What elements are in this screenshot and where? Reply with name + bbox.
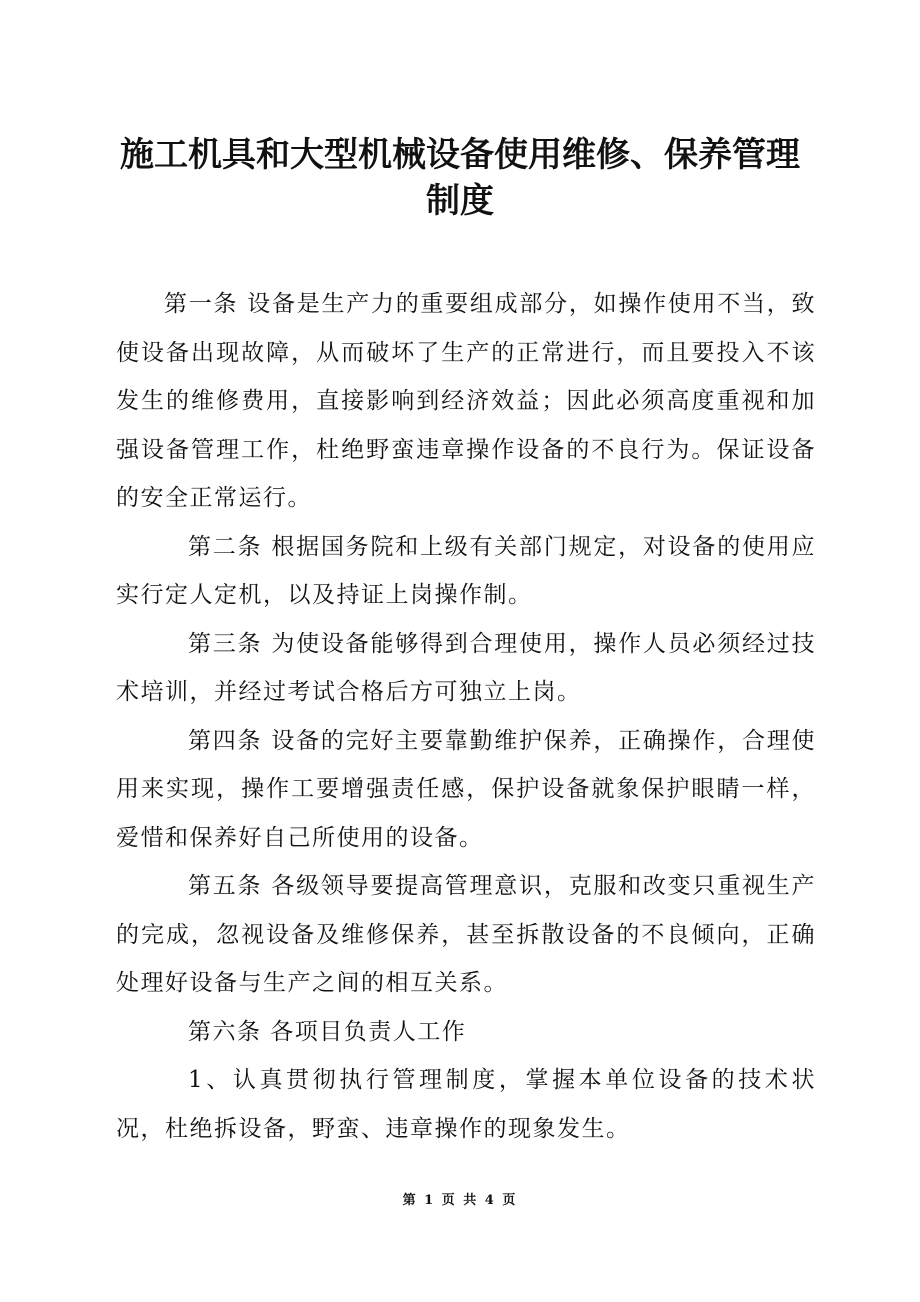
paragraph-item-1: 1、认真贯彻执行管理制度，掌握本单位设备的技术状况，杜绝拆设备，野蛮、违章操作的现象发生。	[116, 1067, 816, 1142]
paragraph-article-1: 第一条 设备是生产力的重要组成部分，如操作使用不当，致使设备出现故障，从而破坏了生产的正常进行，而且要投入不该发生的维修费用，直接影响到经济效益；因此必须高度重视和加强设备管理工作，杜绝野蛮违章操作设备的不良行为。保证设备的安全正常运行。	[116, 291, 816, 511]
title-line-1: 施工机具和大型机械设备使用维修、保养管理	[120, 135, 800, 175]
document-title	[0, 132, 920, 224]
title-line-2: 制度	[426, 181, 494, 221]
paragraph-article-6: 第六条 各项目负责人工作	[188, 1018, 467, 1045]
document-body	[116, 280, 816, 1153]
paragraph-article-5: 第五条 各级领导要提高管理意识，克服和改变只重视生产的完成，忽视设备及维修保养，甚至拆散设备的不良倾向，正确处理好设备与生产之间的相互关系。	[116, 873, 816, 996]
paragraph-article-2: 第二条 根据国务院和上级有关部门规定，对设备的使用应实行定人定机，以及持证上岗操作制。	[116, 533, 816, 608]
paragraph-article-4: 第四条 设备的完好主要靠勤维护保养，正确操作，合理使用来实现，操作工要增强责任感，保护设备就象保护眼睛一样，爱惜和保养好自己所使用的设备。	[116, 727, 816, 851]
paragraph-article-3: 第三条 为使设备能够得到合理使用，操作人员必须经过技术培训，并经过考试合格后方可独立上岗。	[116, 630, 816, 705]
page-number-footer: 第 1 页 共 4 页	[402, 1193, 518, 1208]
